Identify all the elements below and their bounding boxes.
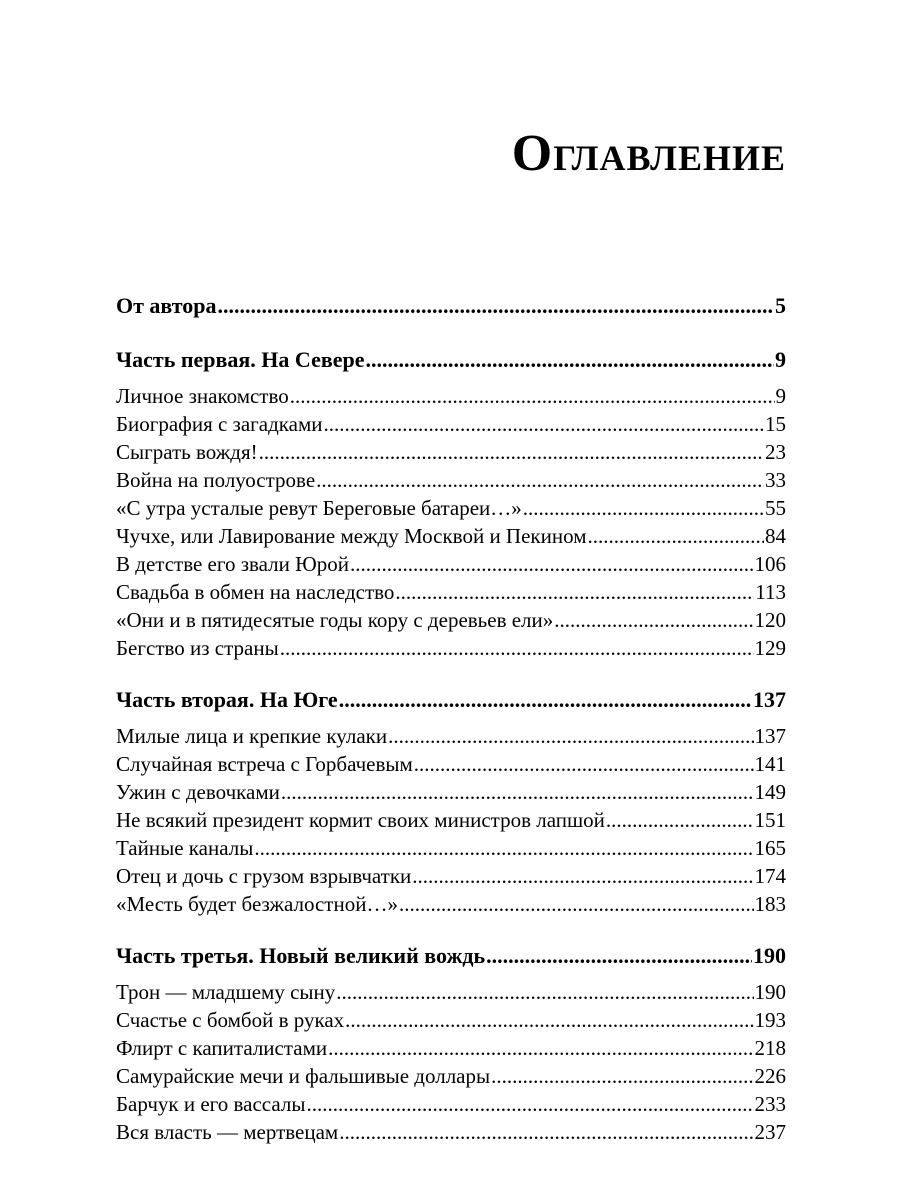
- dot-leader: [339, 1118, 753, 1146]
- toc-entry-page: 190: [754, 980, 786, 1004]
- dot-leader: [554, 606, 753, 634]
- dot-leader: [336, 978, 753, 1006]
- dot-leader: [306, 1090, 753, 1118]
- toc-entry-label: «Месть будет безжалостной…»: [116, 892, 398, 916]
- toc-entry: [116, 778, 786, 806]
- toc-entry-page: 218: [754, 1036, 786, 1060]
- toc-entry-page: 151: [754, 808, 786, 832]
- toc-entry-label: Трон — младшему сыну: [116, 980, 336, 1004]
- book-page: [116, 0, 786, 1200]
- toc-entry-page: 9: [775, 384, 786, 408]
- toc-part-heading: [116, 684, 786, 716]
- toc-entry-label: В детстве его звали Юрой: [116, 552, 349, 576]
- toc-entry: [116, 806, 786, 834]
- dot-leader: [254, 834, 753, 862]
- toc-entry-page: 226: [754, 1064, 786, 1088]
- toc-entry-label: Бегство из страны: [116, 636, 279, 660]
- table-of-contents: [116, 290, 786, 1146]
- dot-leader: [339, 684, 752, 716]
- toc-entry-label: Барчук и его вассалы: [116, 1092, 306, 1116]
- toc-entry-label: Отец и дочь с грузом взрывчатки: [116, 864, 412, 888]
- toc-entry-label: От автора: [116, 293, 217, 318]
- toc-part-label: Часть первая. На Севере: [116, 347, 365, 372]
- toc-entry: [116, 578, 786, 606]
- toc-entry-label: Свадьба в обмен на наследство: [116, 580, 395, 604]
- dot-leader: [395, 578, 754, 606]
- toc-part-page: 190: [753, 943, 786, 968]
- toc-entry-label: Самурайские мечи и фальшивые доллары: [116, 1064, 491, 1088]
- dot-leader: [399, 890, 754, 918]
- toc-entry-label: Счастье с бомбой в руках: [116, 1008, 345, 1032]
- toc-entry: [116, 522, 786, 550]
- toc-entry-page: 141: [754, 752, 786, 776]
- dot-leader: [388, 722, 753, 750]
- dot-leader: [324, 410, 764, 438]
- toc-part-page: 137: [753, 687, 786, 712]
- toc-entry: [116, 834, 786, 862]
- toc-entry: [116, 1118, 786, 1146]
- toc-entry-label: Личное знакомство: [116, 384, 289, 408]
- toc-entry-preface: [116, 290, 786, 322]
- toc-entry-label: Сыграть вождя!: [116, 440, 258, 464]
- toc-entry-label: Биография с загадками: [116, 412, 323, 436]
- toc-entry-page: 23: [765, 440, 786, 464]
- toc-entry-label: Чучхе, или Лавирование между Москвой и Пекином: [116, 524, 587, 548]
- toc-entry: [116, 1062, 786, 1090]
- toc-entry-page: 137: [754, 724, 786, 748]
- toc-entry-label: «С утра усталые ревут Береговые батареи…»: [116, 496, 522, 520]
- toc-entry: [116, 382, 786, 410]
- dot-leader: [366, 344, 775, 376]
- toc-entry-page: 106: [754, 552, 786, 576]
- page-title: Оглавление: [511, 125, 786, 182]
- dot-leader: [350, 550, 754, 578]
- toc-entry: [116, 466, 786, 494]
- dot-leader: [290, 382, 775, 410]
- toc-entry: [116, 862, 786, 890]
- dot-leader: [218, 290, 774, 322]
- toc-entry-page: 84: [765, 524, 786, 548]
- toc-part-heading: [116, 940, 786, 972]
- toc-entry-page: 237: [754, 1120, 786, 1144]
- toc-entry-page: 193: [754, 1008, 786, 1032]
- toc-entry-page: 174: [754, 864, 786, 888]
- toc-entry-label: Милые лица и крепкие кулаки: [116, 724, 388, 748]
- dot-leader: [281, 778, 754, 806]
- dot-leader: [606, 806, 754, 834]
- toc-entry: [116, 722, 786, 750]
- dot-leader: [316, 466, 764, 494]
- toc-entry: [116, 750, 786, 778]
- toc-entry: [116, 890, 786, 918]
- toc-entry: [116, 438, 786, 466]
- dot-leader: [328, 1034, 753, 1062]
- toc-entry-label: Флирт с капиталистами: [116, 1036, 328, 1060]
- toc-entry-page: 149: [754, 780, 786, 804]
- toc-entry: [116, 1034, 786, 1062]
- toc-entry-label: Не всякий президент кормит своих министров лапшой: [116, 808, 605, 832]
- toc-entry-label: «Они и в пятидесятые годы кору с деревьев ели»: [116, 608, 554, 632]
- toc-part-label: Часть третья. Новый великий вождь: [116, 943, 486, 968]
- toc-part-heading: [116, 344, 786, 376]
- dot-leader: [588, 522, 765, 550]
- dot-leader: [280, 634, 754, 662]
- toc-entry-page: 55: [765, 496, 786, 520]
- toc-entry: [116, 410, 786, 438]
- toc-entry-page: 129: [754, 636, 786, 660]
- toc-part-label: Часть вторая. На Юге: [116, 687, 338, 712]
- dot-leader: [259, 438, 764, 466]
- toc-entry: [116, 978, 786, 1006]
- dot-leader: [412, 862, 753, 890]
- toc-entry-page: 113: [755, 580, 786, 604]
- toc-entry: [116, 606, 786, 634]
- dot-leader: [345, 1006, 753, 1034]
- toc-entry-page: 120: [754, 608, 786, 632]
- toc-entry-label: Тайные каналы: [116, 836, 254, 860]
- dot-leader: [414, 750, 754, 778]
- toc-entry-page: 233: [754, 1092, 786, 1116]
- toc-entry-label: Случайная встреча с Горбачевым: [116, 752, 413, 776]
- toc-entry: [116, 494, 786, 522]
- dot-leader: [486, 940, 752, 972]
- dot-leader: [523, 494, 764, 522]
- toc-entry-page: 33: [765, 468, 786, 492]
- dot-leader: [491, 1062, 753, 1090]
- toc-part-page: 9: [775, 347, 786, 372]
- toc-entry: [116, 1006, 786, 1034]
- toc-entry-label: Вся власть — мертвецам: [116, 1120, 339, 1144]
- toc-entry: [116, 550, 786, 578]
- toc-entry-page: 15: [765, 412, 786, 436]
- toc-entry-page: 5: [775, 293, 786, 318]
- toc-entry-label: Ужин с девочками: [116, 780, 280, 804]
- toc-entry-page: 165: [754, 836, 786, 860]
- toc-entry-page: 183: [754, 892, 786, 916]
- toc-entry: [116, 634, 786, 662]
- toc-entry: [116, 1090, 786, 1118]
- toc-entry-label: Война на полуострове: [116, 468, 316, 492]
